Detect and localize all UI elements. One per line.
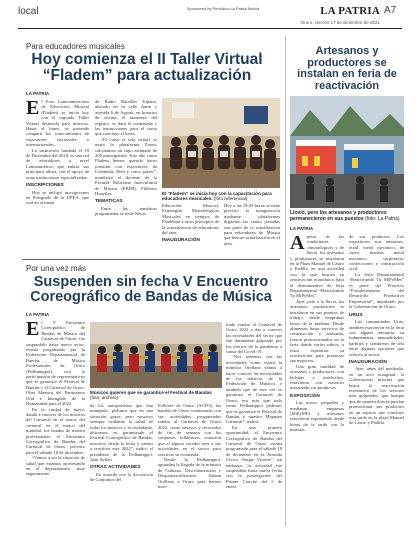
- paragraph: Folklore de Oruro (ACFO), las bandas de Oruro continuarán con sus actividades programadas rumbo al Carnaval de Oruro 2022, como ensayos y recorridos de fin de semana con los conjuntos folklóricos, situación que el alguno sucedió ayer a sus actividades en el sector para reactivar su economía.: [158, 403, 221, 457]
- story2-column-2: [90, 403, 153, 528]
- paragraph: En acuerdo con la Asociación de Conjuntos del: [90, 471, 153, 483]
- subhead: OTRAS ACTIVIDADES: [90, 465, 141, 471]
- story2-photo: [90, 322, 222, 388]
- paragraph: l Foro Latinoamericano de Educación Musical (Fladem) se inicia hoy con el segundo Taller Virtual destinado para músicos. Hasta el lunes, se pretende comparti los conocimientos de expositores nacionales e internacionales.: [26, 99, 89, 148]
- header-rule: [18, 28, 402, 29]
- paragraph: Hoy a las 18:45 horas se tiene previsto la inauguración mediante plataformas digitales, las cuatro jornadas son parte de la actualización para educadores de Música que buscan actualización en el área.: [224, 203, 280, 246]
- story1-headline-line2: “Fladem” para actualización: [42, 66, 252, 84]
- paragraph: La feria Departamental “Reactivando Tu MiPyMes” es parte del Proyecto “Fortalecimiento del Desarrollo Productivo Empresarial”, impulsado por la Gobernación de Oruro.: [349, 271, 404, 310]
- paragraph: Desde la Fedbamppol, aguardan la llegada de la ministra de Culturas, Descolonización y Despatriarcalización, Sabina Orellana a Oruro para hemos mos-: [158, 457, 221, 490]
- column-divider: [285, 36, 286, 526]
- section-label: local: [18, 6, 39, 17]
- paragraph: En la ciudad de mayo, dando a conocer de los musicos del Carnaval en el marco del carnaval en el marco del mundial, los bandas de música profesionales el Encuentro Coreográfico de Bandas del Carnaval de Oruro, previsto para el sábado 18 de diciembre.: [26, 406, 85, 455]
- story2-headline: [22, 275, 280, 305]
- story1-column-2: [95, 99, 157, 255]
- subhead: INSCRIPCIONES: [26, 183, 64, 189]
- story1-column-4: [224, 203, 280, 255]
- paragraph: Entre las temáticas programadas se tiene Neuro: [95, 205, 157, 217]
- subhead: INAUGURACIÓN: [162, 238, 200, 244]
- dropcap: E: [26, 320, 40, 340]
- paragraph: Ayer, pese a la lluvia, los artesanos, productores se instalaron en sus puestos de trabajo, desde tempranas horas de la mañana. Desde alimentos hasta servicios de construcción y artesanía, fueron promocionados en la feria donde varios rubros, a estos esperaron su reactivación para potenciar sus negocios.: [290, 298, 344, 364]
- paragraph: Una gran cantidad de artesanos y productores, con bolsitas y tirachiches, estuvieron con nosotros mostrando sus productos.: [290, 363, 344, 391]
- sidebar-photo: [290, 96, 404, 208]
- paragraph: Ayer, antes del mediodía, en un acto inaugural, la Gobernación informa que busca la reactivación económica de los sectores más golpeados, que busque que de manera directa puedan promocionar sus productos en un espacio que concluye esta tarde en la plaza Manuel de Castro y Padilla.: [349, 366, 404, 426]
- dropcap: A: [290, 234, 305, 254]
- page-header: [0, 0, 420, 28]
- subhead: EXPOSICIÓN: [290, 393, 320, 399]
- caption-text: Músicos quieren que se garantice el Festival de Bandas: [90, 390, 212, 395]
- paragraph: trado rumbo al Carnaval de Oruro 2022 y dar a conocer las necesidades del sector que fue duramente golpeado por los efectos de la pandemia a causa del Covid-19.: [226, 322, 282, 355]
- story2-byline: LA PATRIA: [26, 312, 50, 317]
- story1-headline: [22, 52, 272, 84]
- story-divider: [22, 259, 280, 260]
- story2-column-4: [226, 322, 282, 528]
- caption-credit: (foto: archivo): [90, 395, 119, 401]
- story2-kicker: Por una vez más: [26, 264, 87, 273]
- paragraph: “El curso es solo virtual, se usará la plataforma Zoom, calculamos un cupo estimado de 200 participantes. Este año como Fladem hemos querido hacer jornadas con expositores de Colombia, Perú y otros países”, manifestó el docente de la Escuela Boliviana Intercultural de Música (EBIM), Filiberto Huayllas.: [95, 136, 157, 196]
- caption-text: Llovió, pero los artesanos y productores permanecieron en sus puestos: [290, 210, 387, 222]
- sidebar-column-2: [349, 234, 404, 528]
- paragraph: de sus productos. Los expositores son artesanos, textil, metal mecánico, de cuero, madera, metal mecánico, carpintería, confecciones y construcción civil.: [349, 234, 404, 272]
- paragraph: Educación Musical, Estrategias Metodológicas Musicales en tiempos de Pandemia y otros principios de la actualización de educadores del área.: [162, 203, 219, 236]
- paragraph: La institución fundada el 18 de Diciembre del 2018, es una red de educadores a nivel Latinoamérica, que enlaza sus principios ahora, con el apoyo de otras instituciones especializadas.: [26, 147, 89, 180]
- sidebar-byline: LA PATRIA: [290, 226, 314, 231]
- sidebar-column-1: [290, 234, 344, 528]
- caption-text: El “Fladem” se inicia hoy con la capacitación para educadores musicales.: [162, 191, 272, 202]
- paragraph: pesar de las condiciones climatológicas y de lluvia, los artesanos y productores se instalaron en la Plaza Manuel de Castro y Padilla, en una actividad con la que buscan su reactivación económica, bajo el denominativo de feria Departamental “Reactivando Tu MiPyMes”.: [290, 234, 344, 299]
- paragraph: de los transportistas que han manejado, pedimos que en una situación grave, pero nosotros siempre cuidando la salud de todos los músicos y la ciudadanía, ubicarnos en garantizado el Festival Coreográfico de Bandas, nosotros, desde la fecha y vamos a reactivar este 2022”, indicó el presidente de la Fedbamppol, Juan Ayllón.: [90, 403, 153, 463]
- story1-byline: LA PATRIA: [26, 91, 50, 96]
- story2-headline-line1: Suspenden sin fecha V Encuentro: [33, 274, 269, 290]
- paragraph: l V Encuentro Coreográfico de Bandas de Música del Carnaval de Oruro, fue suspendido hasta nuevo aviso, evento programado por la Federación Departamental de Bandas de Música Profesionales de Oruro (Fedbamppol), con la participación de representativos que se garantice el Festival de Bandas y el Carnaval de Oruro, Obra Maestra del Patrimonio Oral e Intangible de la Humanidad para el 2022.: [26, 320, 85, 407]
- story1-column-1: [26, 99, 89, 255]
- subhead: INAUGURACIÓN: [349, 359, 387, 365]
- story1-photo-caption: [162, 191, 280, 202]
- sponsor-note: Sponsored by Periódico La Patria Bolivia: [186, 6, 260, 11]
- page-number: A7: [384, 5, 397, 16]
- paragraph: Las comunidades Urus, también estuvieron en la feria con alguna artesanía, su indumentaria, manualidades, barbijos y sombreros de tela entre algunas opciones que ofrecen al sector.: [349, 319, 404, 357]
- paragraph: de Radio Batallón Topater, ubicado en la calle Junín y avenida 6 de Agosto, en horarios de oficina, el momento del registro, se dará la contraseña y las instrucciones para el curso que concluye el lunes.: [95, 99, 157, 137]
- paragraph: “Vamos a ver la situación de salud que estamos atravesando en el departamento, muy seguramente: [26, 455, 85, 477]
- paragraph: “Nos tenemos con las actividades como estará la ministra Orellana vamos a hacer conocer las necesidades de los músicos de la Federación de Músicos y también que de esta vez se garantiza el Carnaval de Oruro, eso más que todo como Fedbamppol pedimos que se garantice el Festival de Bandas y nuestro Mágnum Carnaval”, indicó.: [226, 354, 282, 425]
- story1-headline-line1: Hoy comienza el II Taller Virtual: [31, 51, 263, 68]
- sidebar-headline: Artesanos y productores se instalan en feria de reactivación: [297, 45, 397, 92]
- story2-column-3: [158, 403, 221, 528]
- subhead: TEMATICAS: [95, 199, 123, 205]
- dropcap: E: [26, 99, 40, 119]
- paragraph: En una primera oportunidad, el Encuentro Coreográfico de Bandas del Carnaval de Oruro estaba programado para el sábado 18 de diciembre en la Avenida Cívica “Sergio Vicente”, sin embargo, la actividad fue suspendida hasta nueva fecha con la postergación del Primer Convite del 5 de enero.: [226, 424, 282, 490]
- paragraph: Hoy se incluyó inscripciones en Postgrado de la UPEA, que está en oficinas: [26, 189, 89, 206]
- masthead-logo: LA PATRIA: [320, 5, 380, 17]
- subhead: URUS: [349, 312, 363, 318]
- story1-photo: [162, 98, 280, 188]
- paragraph: Las micro, pequeñas y medianas empresas (MiPyME) y artesanos estuvieron exponiendo desde horas de la tarde con la muestra: [290, 400, 344, 433]
- caption-credit: (foto referencial): [213, 196, 248, 202]
- story2-column-1: [26, 320, 85, 528]
- caption-credit: (foto: La Patria): [365, 216, 400, 222]
- story2-photo-caption: [90, 390, 222, 401]
- story2-headline-line2: Coreográfico de Bandas de Música: [30, 288, 272, 305]
- story1-column-3: [162, 203, 219, 255]
- dateline: Oruro, viernes 17 de diciembre de 2021: [300, 20, 380, 25]
- sidebar-photo-caption: [290, 210, 404, 222]
- story1-kicker: Para educadores musicales: [26, 42, 125, 51]
